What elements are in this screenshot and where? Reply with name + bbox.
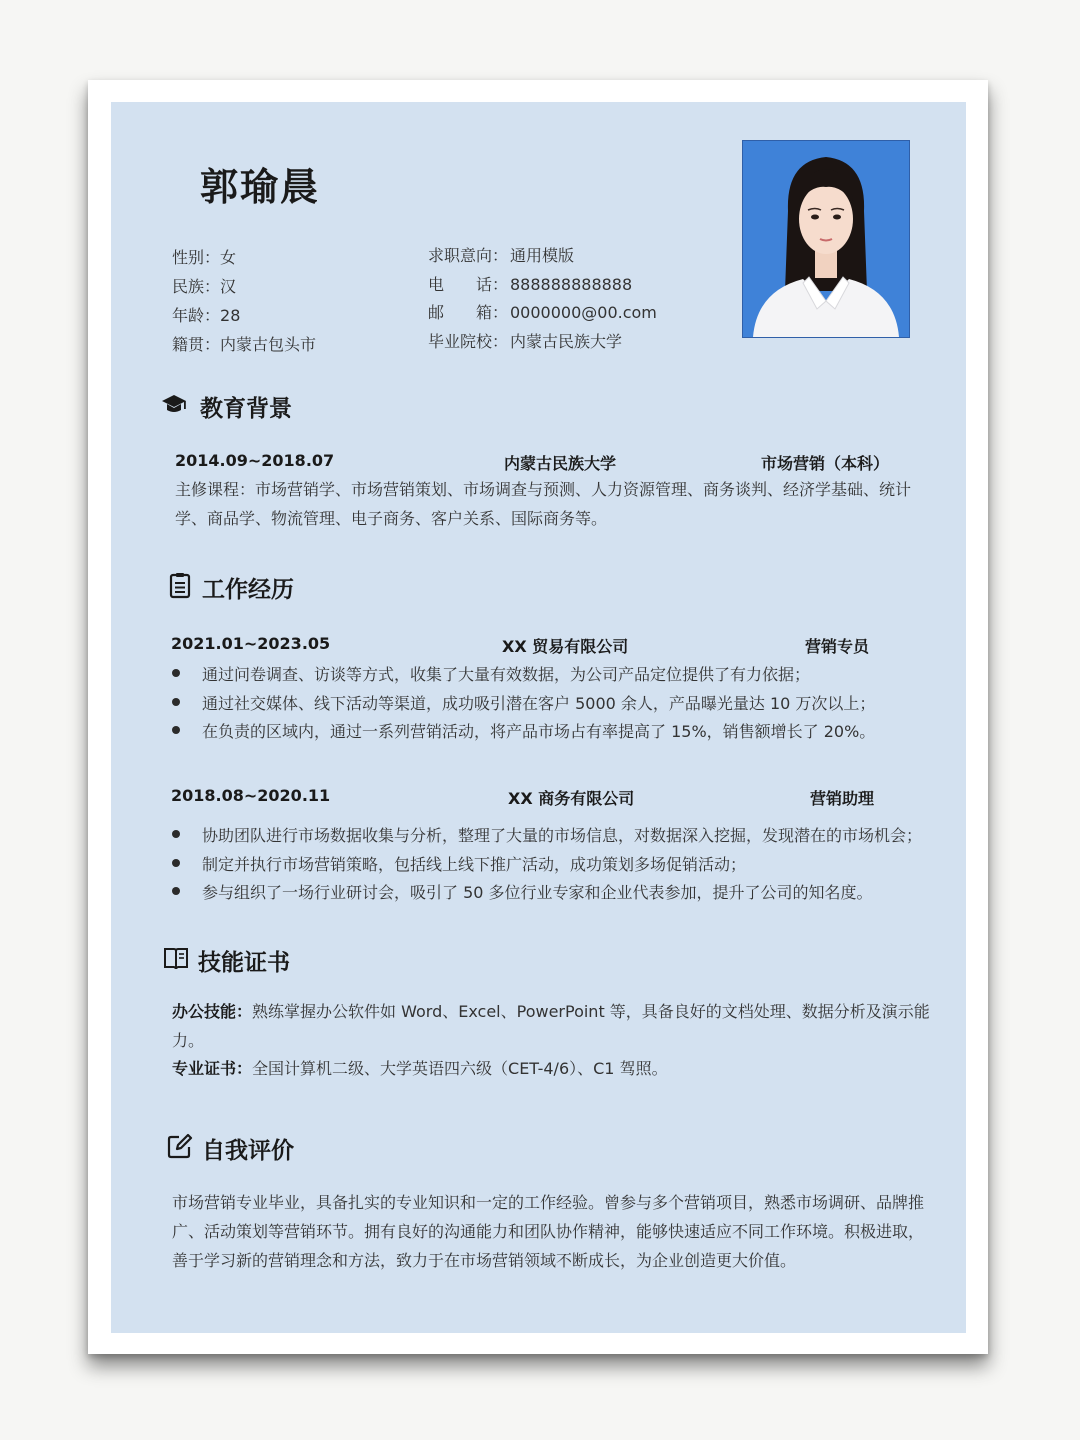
- job-role: 营销专员: [805, 637, 870, 656]
- edu-major: 市场营销（本科）: [761, 454, 890, 473]
- edu-school: 内蒙古民族大学: [504, 454, 617, 473]
- info-value: 女: [220, 248, 237, 267]
- clipboard-icon: [166, 571, 194, 599]
- job-bullet: 参与组织了一场行业研讨会，吸引了 50 多位行业专家和企业代表参加，提升了公司的知名度。: [202, 883, 873, 902]
- info-label: 民族：: [172, 277, 221, 296]
- skills-cert: [172, 1054, 936, 1083]
- info-value: 通用模版: [510, 246, 575, 265]
- section-title-self-eval: 自我评价: [202, 1138, 294, 1164]
- job-period: 2021.01~2023.05: [171, 634, 331, 653]
- edit-pencil-icon: [166, 1132, 194, 1160]
- open-book-icon: [162, 944, 190, 972]
- info-value: 0000000@00.com: [510, 303, 657, 322]
- section-title-skills: 技能证书: [198, 950, 290, 976]
- section-title-work: 工作经历: [202, 577, 294, 603]
- info-value: 汉: [220, 277, 237, 296]
- info-hometown: [172, 332, 316, 355]
- info-label: 性别：: [172, 248, 221, 267]
- edu-courses: 主修课程：市场营销学、市场营销策划、市场调查与预测、人力资源管理、商务谈判、经济学基础、统计学、商品学、物流管理、电子商务、客户关系、国际商务等。: [175, 480, 912, 528]
- info-value: 内蒙古包头市: [220, 335, 317, 354]
- self-eval-text: 市场营销专业毕业，具备扎实的专业知识和一定的工作经验。曾参与多个营销项目，熟悉市场调研、品牌推广、活动策划等营销环节。拥有良好的沟通能力和团队协作精神，能够快速适应不同工作环境。积极进取，善于学习新的营销理念和方法，致力于在市场营销领域不断成长，为企业创造更大价值。: [172, 1193, 925, 1270]
- info-value: 内蒙古民族大学: [510, 332, 623, 351]
- job-bullet: 通过问卷调查、访谈等方式，收集了大量有效数据，为公司产品定位提供了有力依据；: [202, 665, 811, 684]
- info-value: 888888888888: [510, 275, 633, 294]
- info-ethnicity: [172, 274, 236, 297]
- skills-office-text: 熟练掌握办公软件如 Word、Excel、PowerPoint 等，具备良好的文档处理、数据分析及演示能力。: [172, 1002, 930, 1050]
- job-company: XX 贸易有限公司: [502, 637, 629, 656]
- info-label: 求职意向：: [428, 246, 509, 265]
- bullet-dot: [172, 726, 180, 734]
- job-bullet: 制定并执行市场营销策略，包括线上线下推广活动，成功策划多场促销活动；: [202, 855, 747, 874]
- bullet-dot: [172, 887, 180, 895]
- info-age: [172, 303, 240, 326]
- info-label: 电 话：: [428, 275, 509, 294]
- info-school: [428, 329, 622, 352]
- skills-office: [172, 997, 936, 1055]
- skills-cert-label: 专业证书：: [172, 1059, 253, 1078]
- info-label: 籍贯：: [172, 335, 221, 354]
- info-gender: [172, 245, 236, 268]
- bullet-dot: [172, 859, 180, 867]
- section-title-education: 教育背景: [200, 396, 292, 422]
- job-role: 营销助理: [810, 789, 875, 808]
- info-label: 邮 箱：: [428, 303, 509, 322]
- edu-period: 2014.09~2018.07: [175, 451, 335, 470]
- job-company: XX 商务有限公司: [508, 789, 635, 808]
- info-label: 年龄：: [172, 306, 221, 325]
- job-bullet: 通过社交媒体、线下活动等渠道，成功吸引潜在客户 5000 余人，产品曝光量达 10 万次以上；: [202, 694, 876, 713]
- job-bullet: 在负责的区域内，通过一系列营销活动，将产品市场占有率提高了 15%，销售额增长了 20%。: [202, 722, 876, 741]
- portrait-illustration: [743, 141, 909, 337]
- skills-office-label: 办公技能：: [172, 1002, 253, 1021]
- info-label: 毕业院校：: [428, 332, 509, 351]
- bullet-dot: [172, 830, 180, 838]
- info-email: [428, 300, 657, 323]
- job-period: 2018.08~2020.11: [171, 786, 331, 805]
- bullet-dot: [172, 698, 180, 706]
- job-bullet: 协助团队进行市场数据收集与分析，整理了大量的市场信息，对数据深入挖掘，发现潜在的市场机会；: [202, 826, 923, 845]
- graduation-cap-icon: [160, 390, 188, 418]
- profile-photo: [742, 140, 910, 338]
- candidate-name: 郭瑜晨: [200, 165, 321, 209]
- info-phone: [428, 272, 632, 295]
- bullet-dot: [172, 669, 180, 677]
- skills-cert-text: 全国计算机二级、大学英语四六级（CET-4/6）、C1 驾照。: [252, 1059, 668, 1078]
- info-value: 28: [220, 306, 241, 325]
- info-job-intention: [428, 243, 574, 266]
